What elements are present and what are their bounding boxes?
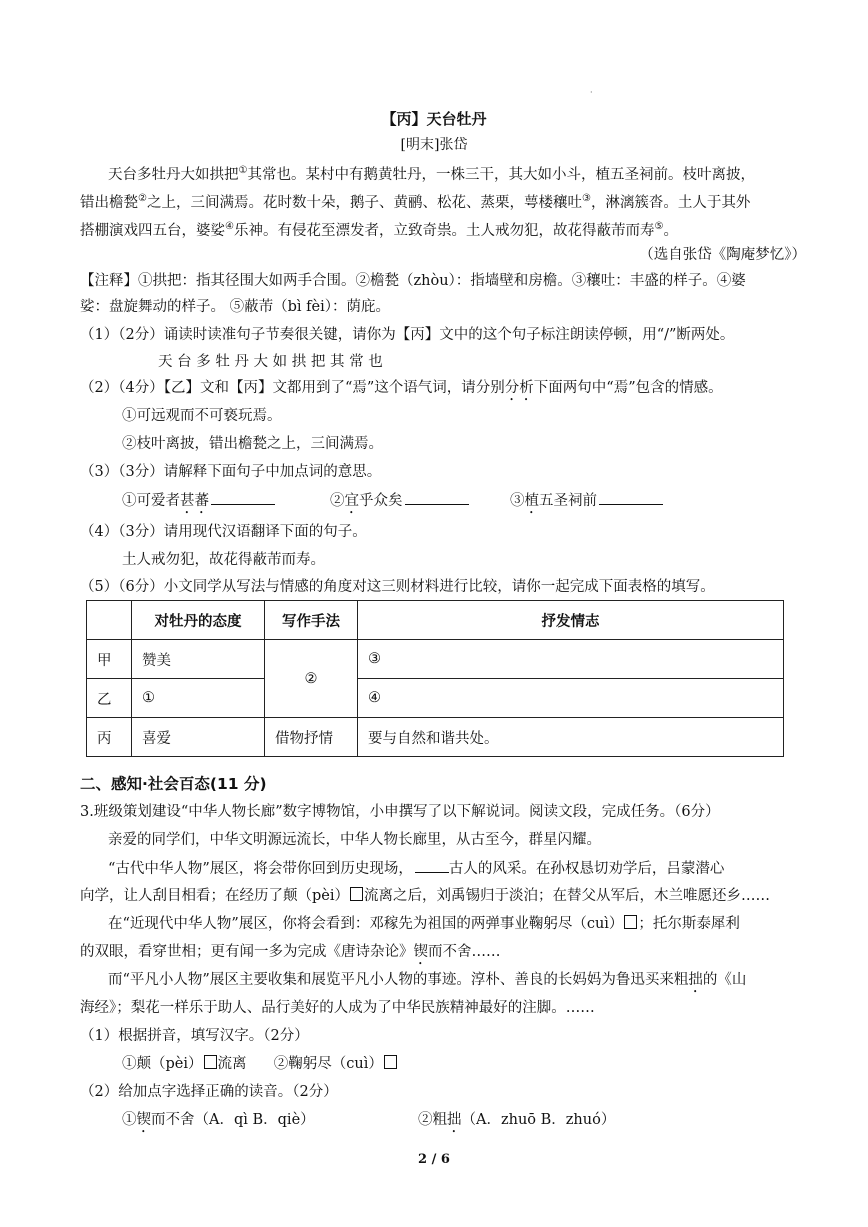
section-2-intro: 3.班级策划建设“中华人物长廊”数字博物馆，小申撰写了以下解说词。阅读文段，完成任务。（6分） <box>80 804 720 820</box>
poem-title: 【丙】天台牡丹 <box>381 110 487 128</box>
question-text: ②鞠躬尽（cuì） <box>273 1056 383 1072</box>
poem-text: 天台多牡丹大如拱把 <box>108 166 239 183</box>
question-text: （A．zhuō B．zhuó） <box>461 1112 616 1128</box>
question-3: （3）（3分）请解释下面句子中加点词的意思。 <box>80 464 382 480</box>
question-4: （4）（3分）请用现代汉语翻译下面的句子。 <box>80 524 367 540</box>
poem-line-1 <box>80 161 755 185</box>
subquestion-2-item-1 <box>122 1110 315 1136</box>
question-1: （1）（2分）诵读时读准句子节奏很关键，请你为【丙】文中的这个句子标注朗读停顿，用“/”断两处。 <box>80 327 735 343</box>
question-text: （2）（4分）【乙】文和【丙】文都用到了“焉”这个语气词，请分别 <box>80 380 505 396</box>
poem-text: ，淋漓簇沓。土人于其外 <box>590 194 751 211</box>
question-text: ①颠（pèi） <box>122 1056 203 1072</box>
table-header-cell: 对牡丹的态度 <box>132 601 265 640</box>
answer-box[interactable] <box>624 915 637 929</box>
dotted-word: 锲 <box>413 944 428 960</box>
passage-text: ；托尔斯泰犀利 <box>638 916 740 932</box>
answer-blank[interactable] <box>599 490 663 505</box>
subquestion-2-item-2 <box>418 1110 615 1136</box>
question-text: ③ <box>510 493 525 509</box>
table-row <box>87 679 784 718</box>
subquestion-1-items <box>122 1054 398 1074</box>
question-5: （5）（6分）小文同学从写法与情感的角度对这三则材料进行比较，请你一起完成下面表格的填写。 <box>80 579 715 595</box>
poem-text: 错出檐甃 <box>80 194 138 211</box>
dotted-word: 锲 <box>136 1112 151 1128</box>
passage-text: “古代中华人物”展区，将会带你回到历史现场， <box>108 861 413 877</box>
question-text: 下面两句中“焉”包含的情感。 <box>533 380 723 396</box>
footnote-mark: ① <box>238 165 248 176</box>
footnote-mark: ⑤ <box>654 221 664 232</box>
passage-text: 的《山 <box>702 972 747 988</box>
poem-line-2 <box>80 189 750 213</box>
question-text: ①可爱者 <box>122 493 180 509</box>
question-2-item-2: ②枝叶离披，错出檐甃之上，三间满焉。 <box>122 436 383 452</box>
table-row <box>87 640 784 679</box>
table-header-cell: 写作手法 <box>265 601 358 640</box>
poem-text: 之上，三间满焉。花时数十朵，鹅子、黄鹂、松花、蒸栗，萼楼穰吐 <box>146 194 582 211</box>
dotted-word: 宜 <box>344 493 359 509</box>
attitude-cell[interactable]: ① <box>132 679 265 718</box>
dotted-word: 拙 <box>447 1112 462 1128</box>
poem-line-3 <box>80 217 678 241</box>
footnote-mark: ② <box>138 193 147 204</box>
poem-text: 其常也。某村中有鹅黄牡丹，一株三干，其大如小斗，植五圣祠前。枝叶离披， <box>247 166 755 183</box>
question-text: 分析 <box>504 380 534 396</box>
page-number: 2 / 6 <box>418 1152 450 1167</box>
question-3-item-1 <box>122 490 275 517</box>
notes-line-2: 娑：盘旋舞动的样子。 ⑤蔽芾（bì fèi）：荫庇。 <box>80 299 390 315</box>
passage-para-3-line-2 <box>80 942 501 968</box>
passage-text: 而不舍…… <box>428 944 501 960</box>
feeling-cell: 要与自然和谐共处。 <box>358 718 784 757</box>
passage-text: 而“平凡小人物”展区主要收集和展览平凡小人物的事迹。淳朴、善良的长妈妈为鲁迅买来粗 <box>108 972 689 988</box>
question-3-item-3 <box>510 490 663 517</box>
passage-para-3-line-1 <box>80 914 740 934</box>
question-1-sentence: 天 台 多 牡 丹 大 如 拱 把 其 常 也 <box>158 354 383 370</box>
passage-text: 古人的风采。在孙权恳切劝学后，吕蒙潜心 <box>448 861 725 877</box>
answer-box[interactable] <box>350 887 363 901</box>
header-mark: · <box>590 88 593 97</box>
table-header-cell <box>87 601 132 640</box>
notes-line-1: 【注释】①拱把：指其径围大如两手合围。②檐甃（zhòu）：指墙壁和房檐。③穰吐：丰盛的样子。④婆 <box>80 273 746 289</box>
table-header-cell: 抒发情志 <box>358 601 784 640</box>
answer-blank[interactable] <box>211 490 275 505</box>
question-text: 流离 <box>217 1056 247 1072</box>
subquestion-2: （2）给加点字选择正确的读音。（2分） <box>80 1084 338 1100</box>
passage-para-4-line-2: 海经》；梨花一样乐于助人、品行美好的人成为了中华民族精神最好的注脚。…… <box>80 1000 595 1016</box>
passage-text: 在“近现代中华人物”展区，你将会看到：邓稼先为祖国的两弹事业鞠躬尽（cuì） <box>108 916 624 932</box>
row-label: 丙 <box>87 718 132 757</box>
attitude-cell: 喜爱 <box>132 718 265 757</box>
answer-box[interactable] <box>204 1055 217 1069</box>
feeling-cell[interactable]: ④ <box>358 679 784 718</box>
dotted-word: 植 <box>524 493 539 509</box>
table-row <box>87 718 784 757</box>
passage-text: 流离之后，刘禹锡归于淡泊；在替父从军后，木兰唯愿还乡…… <box>364 888 770 904</box>
passage-para-2-line-2 <box>80 886 770 906</box>
passage-para-4-line-1 <box>80 970 746 996</box>
question-text: ②粗 <box>418 1112 447 1128</box>
feeling-cell[interactable]: ③ <box>358 640 784 679</box>
question-2-item-1: ①可远观而不可亵玩焉。 <box>122 408 282 424</box>
answer-blank[interactable] <box>405 490 469 505</box>
row-label: 乙 <box>87 679 132 718</box>
row-label: 甲 <box>87 640 132 679</box>
dotted-word: 甚蕃 <box>180 493 209 509</box>
question-4-sentence: 土人戒勿犯，故花得蔽芾而寿。 <box>122 552 325 568</box>
subquestion-1: （1）根据拼音，填写汉字。（2分） <box>80 1028 309 1044</box>
poem-text: 。 <box>663 222 678 239</box>
table-header-row <box>87 601 784 640</box>
passage-para-1: 亲爱的同学们，中华文明源远流长，中华人物长廊里，从古至今，群星闪耀。 <box>108 832 601 848</box>
question-text: ② <box>330 493 345 509</box>
question-text: 乎众矣 <box>359 493 403 509</box>
question-text: 五圣祠前 <box>539 493 597 509</box>
attitude-cell: 赞美 <box>132 640 265 679</box>
footnote-mark: ③ <box>581 193 591 204</box>
poem-text: 搭棚演戏四五台，婆娑 <box>80 222 225 239</box>
answer-box[interactable] <box>384 1055 397 1069</box>
method-cell[interactable]: ② <box>265 640 358 718</box>
method-cell: 借物抒情 <box>265 718 358 757</box>
question-text: ① <box>122 1112 137 1128</box>
poem-author: [明末]张岱 <box>400 137 468 153</box>
question-text: 而不舍（A．qì B．qiè） <box>151 1112 315 1128</box>
dotted-word: 拙 <box>688 972 703 988</box>
poem-text: 乐神。有侵花至漂发者，立致奇祟。土人戒勿犯，故花得蔽芾而寿 <box>233 222 655 239</box>
footnote-mark: ④ <box>225 221 234 232</box>
fill-blank[interactable] <box>415 858 449 873</box>
question-3-item-2 <box>330 490 469 517</box>
passage-text: 向学，让人刮目相看；在经历了颠（pèi） <box>80 888 349 904</box>
poem-source: （选自张岱《陶庵梦忆》） <box>639 247 806 263</box>
passage-para-2-line-1 <box>80 858 724 879</box>
section-2-title: 二、感知·社会百态(11 分) <box>80 775 267 793</box>
question-2 <box>80 378 723 404</box>
comparison-table <box>86 600 784 757</box>
passage-text: 的双眼，看穿世相；更有闻一多为完成《唐诗杂论》 <box>80 944 414 960</box>
